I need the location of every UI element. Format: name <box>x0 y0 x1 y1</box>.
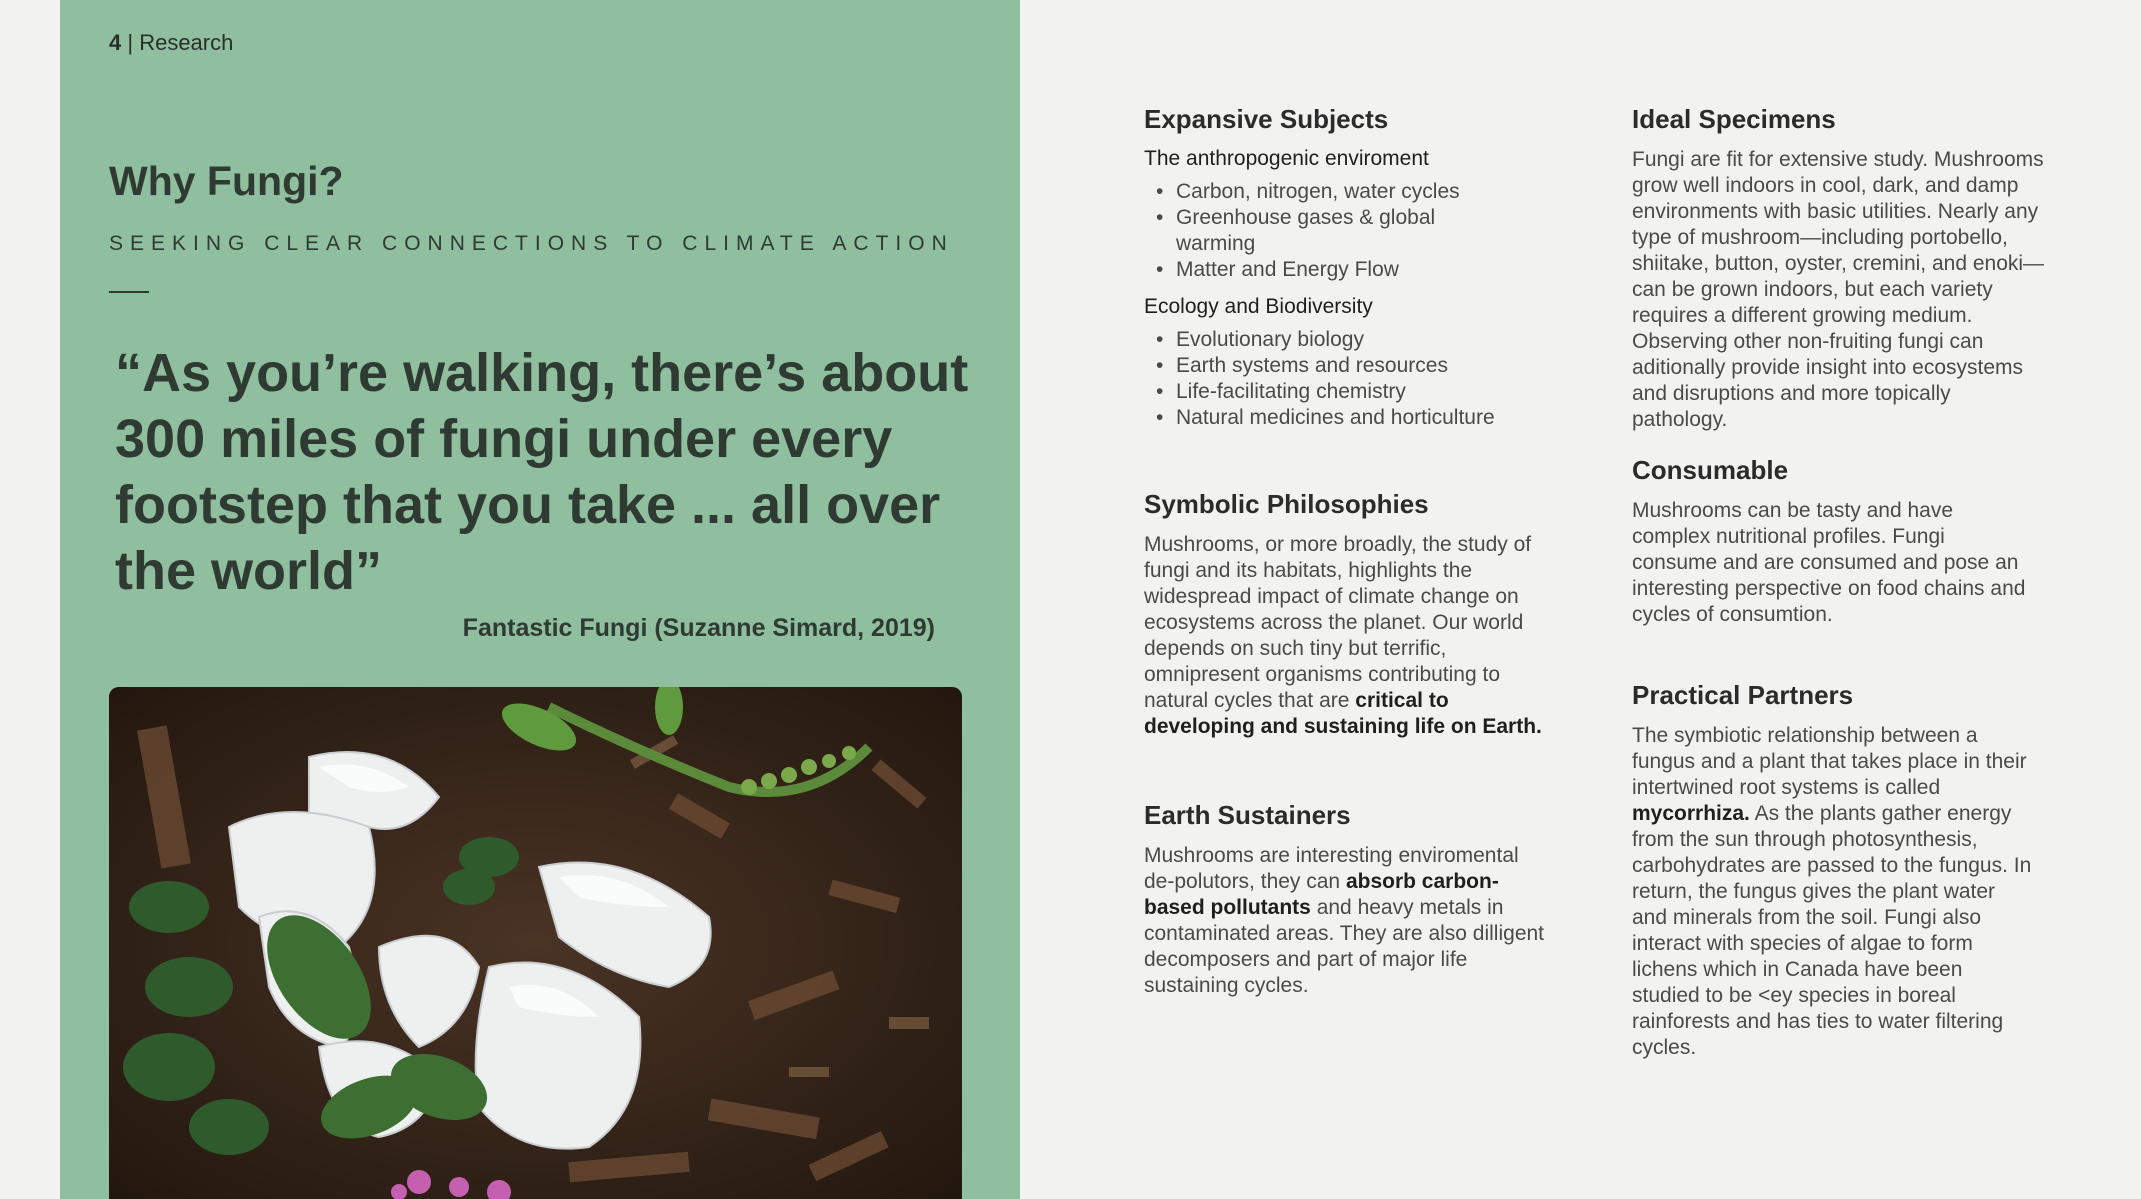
pull-quote: “As you’re walking, there’s about 300 miles of fungi under every footstep that you take ... all over the world” <box>115 343 969 601</box>
section-heading: Consumable <box>1632 455 1789 485</box>
page-subtitle: SEEKING CLEAR CONNECTIONS TO CLIMATE ACTION <box>109 232 954 255</box>
hero-panel <box>60 0 1020 1199</box>
list-item: • Earth systems and resources <box>1144 353 1574 379</box>
section-heading: Expansive Subjects <box>1144 104 1389 134</box>
section-body <box>1144 843 1554 999</box>
body-text: and heavy metals in contaminated areas. They are also dilligent decomposers and part of major life sustaining cycles. <box>1144 896 1545 997</box>
ideal-specimens-section <box>1632 104 2062 433</box>
section-heading: Practical Partners <box>1632 680 1854 710</box>
subheading-ecology: Ecology and Biodiversity <box>1144 295 1373 318</box>
earth-sustainers-section <box>1144 800 1574 999</box>
list-item: • Greenhouse gases & global warming <box>1144 205 1444 257</box>
page-title: Why Fungi? <box>109 158 344 204</box>
section-heading: Ideal Specimens <box>1632 104 1836 134</box>
consumable-section <box>1632 455 2062 628</box>
body-emphasis: critical to developing and sustaining life on Earth. <box>1144 689 1542 738</box>
subheading-anthropogenic: The anthropogenic enviroment <box>1144 147 1429 170</box>
list-item: • Evolutionary biology <box>1144 327 1574 353</box>
practical-partners-section <box>1632 680 2062 1061</box>
body-text: The symbiotic relationship between a fungus and a plant that takes place in their intertwined root systems is called <box>1632 724 2027 799</box>
expansive-subjects-section <box>1144 104 1574 431</box>
body-emphasis: mycorrhiza. <box>1632 802 1750 825</box>
body-text: Mushrooms, or more broadly, the study of fungi and its habitats, highlights the widespread impact of climate change on ecosystems across the planet. Our world depends on such tiny but terrific, omnipresent organisms contributing to natural cycles that are <box>1144 533 1532 712</box>
symbolic-philosophies-section <box>1144 489 1574 740</box>
quote-source: Fantastic Fungi (Suzanne Simard, 2019) <box>462 614 935 642</box>
section-heading: Earth Sustainers <box>1144 800 1351 830</box>
section-body <box>1632 723 2032 1061</box>
page-label: 4 | Research <box>109 30 234 55</box>
body-text: Mushrooms are interesting enviromental de-polutors, they can <box>1144 844 1519 893</box>
page-number: 4 <box>109 30 122 55</box>
list-item: • Natural medicines and horticulture <box>1144 405 1574 431</box>
section-body: Fungi are fit for extensive study. Mushrooms grow well indoors in cool, dark, and damp environments with basic utilities. Nearly any type of mushroom—including portobello, shiitake, button, oyster, cremini, and enoki—can be grown indoors, but each variety requires a different growing medium. Observing other non-fruiting fungi can aditionally provide insight into ecosystems and disruptions and more topically pathology. <box>1632 148 2045 431</box>
right-column <box>1632 104 2062 1061</box>
left-column <box>1144 104 1574 999</box>
list-item: • Carbon, nitrogen, water cycles <box>1144 179 1574 205</box>
mushroom-photo <box>109 687 962 1199</box>
list-item: • Life-facilitating chemistry <box>1144 379 1574 405</box>
divider <box>109 291 149 293</box>
section-heading: Symbolic Philosophies <box>1144 489 1429 519</box>
list-item: • Matter and Energy Flow <box>1144 257 1574 283</box>
body-emphasis: absorb carbon-based pollutants <box>1144 870 1499 919</box>
page-section: Research <box>139 30 234 55</box>
body-text: As the plants gather energy from the sun through photosynthesis, carbohydrates are passed to the fungus. In return, the fungus gives the plant water and minerals from the soil. Fungi also interact with species of algae to form lichens which in Canada have been studied to be <ey species in boreal rainforests and has ties to water filtering cycles. <box>1632 802 2032 1059</box>
anthropogenic-list <box>1144 179 1574 283</box>
section-body <box>1144 532 1554 740</box>
ecology-list <box>1144 327 1574 431</box>
section-body: Mushrooms can be tasty and have complex nutritional profiles. Fungi consume and are consumed and pose an interesting perspective on food chains and cycles of consumtion. <box>1632 499 2026 626</box>
